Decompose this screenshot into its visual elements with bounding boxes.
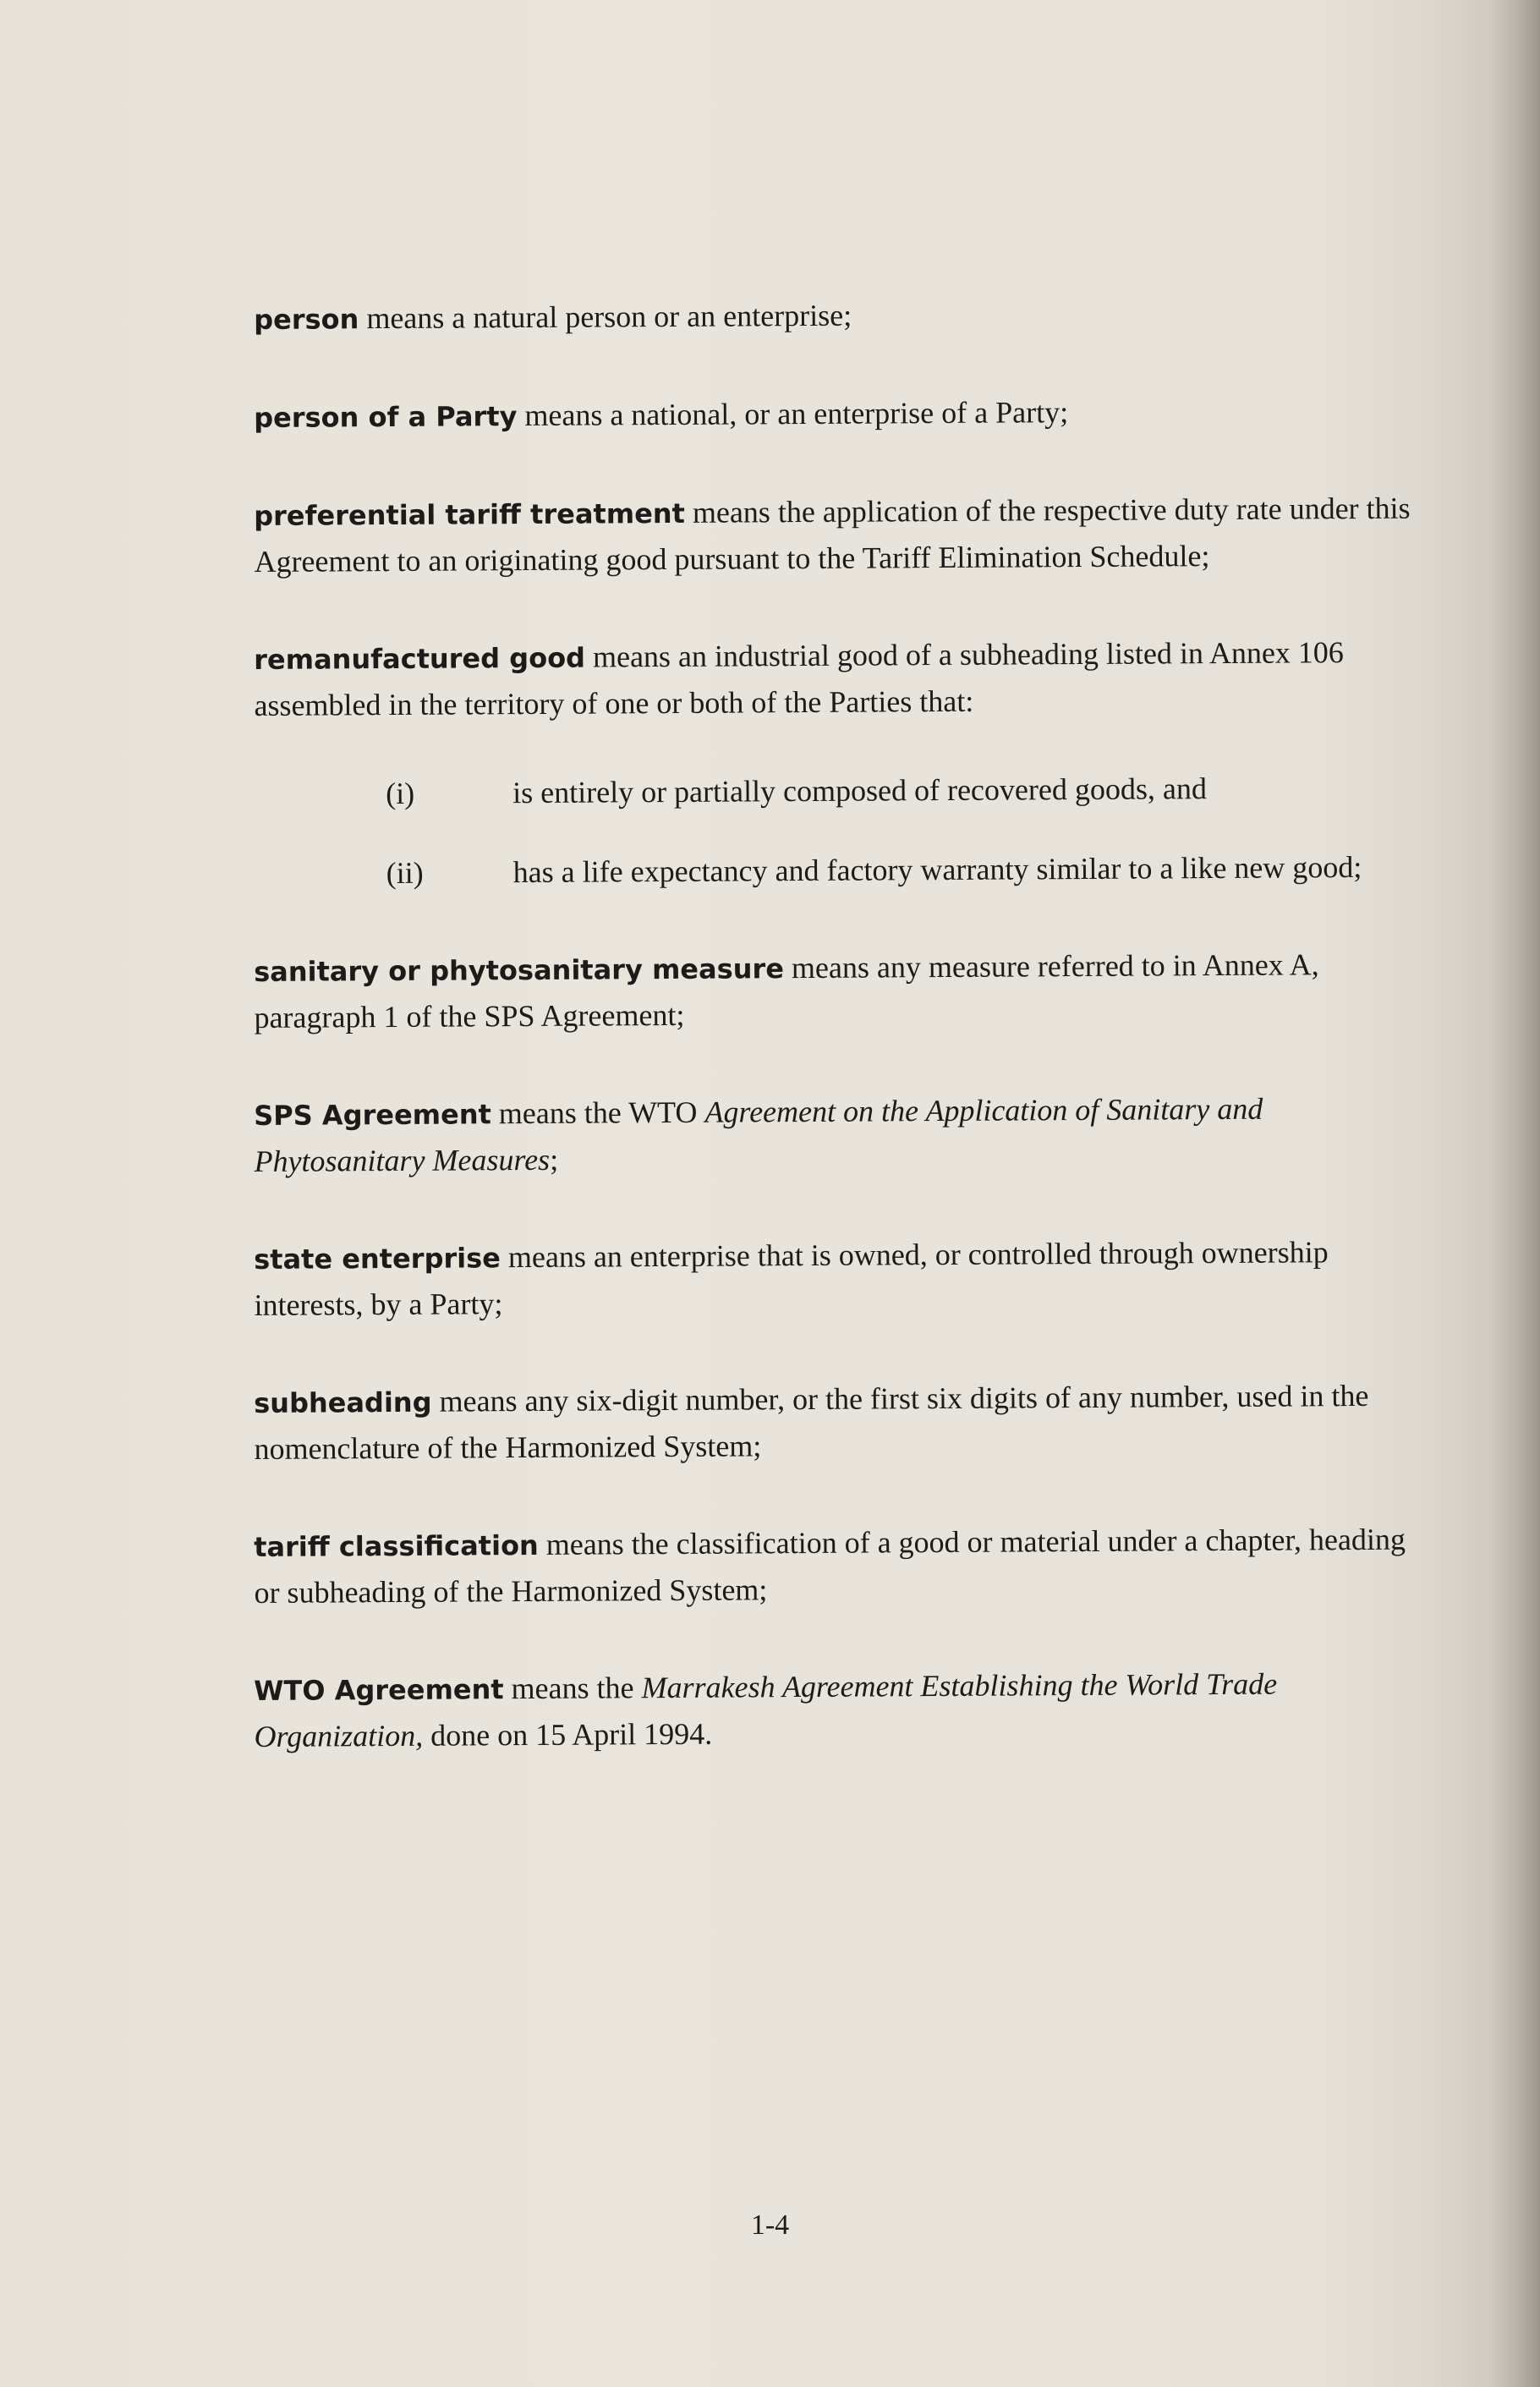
definitions-body xyxy=(254,296,1429,1811)
definition-term: subheading xyxy=(254,1386,432,1419)
definition-term: person xyxy=(254,303,359,336)
definition-person-of-a-party xyxy=(254,387,1429,441)
definition-sanitary-or-phytosanitary-measure xyxy=(254,941,1430,1040)
definition-text: means the application of the respective duty rate under this Agreement to an originating good pursuant to the Tariff Elimination Schedule; xyxy=(254,491,1411,579)
definition-state-enterprise xyxy=(254,1229,1430,1328)
agreement-title: Agreement on the Application of Sanitary and Phytosanitary Measures xyxy=(254,1091,1263,1178)
definition-term: preferential tariff treatment xyxy=(254,497,686,532)
definition-term: state enterprise xyxy=(254,1242,501,1276)
list-item xyxy=(255,844,1430,897)
definition-term: sanitary or phytosanitary measure xyxy=(254,952,785,988)
list-marker: (i) xyxy=(386,776,415,811)
list-item xyxy=(254,765,1429,817)
definition-person xyxy=(254,289,1429,343)
definition-term: SPS Agreement xyxy=(254,1098,491,1132)
definition-text: means an industrial good of a subheading listed in Annex 106 assembled in the territory of one or both of the Parties that: xyxy=(254,635,1344,722)
agreement-title: Marrakesh Agreement Establishing the World Trade Organization, xyxy=(254,1666,1278,1753)
definition-text: means the classification of a good or material under a chapter, heading or subheading of the Harmonized System; xyxy=(254,1522,1406,1610)
list-item-text: is entirely or partially composed of recovered goods, and xyxy=(512,771,1208,810)
definition-text: means a natural person or an enterprise; xyxy=(359,298,852,336)
definition-subheading xyxy=(254,1373,1430,1472)
page-number: 1-4 xyxy=(750,2209,790,2241)
definition-term: remanufactured good xyxy=(254,641,586,676)
definition-text: means an enterprise that is owned, or controlled through ownership interests, by a Party; xyxy=(254,1235,1329,1322)
definition-preferential-tariff-treatment xyxy=(254,486,1430,584)
definition-text: means the WTO xyxy=(490,1095,705,1131)
definition-tariff-classification xyxy=(254,1517,1430,1616)
definition-term: tariff classification xyxy=(254,1528,539,1563)
definition-text: means the xyxy=(503,1671,642,1706)
definition-text-end: done on 15 April 1994. xyxy=(423,1716,713,1753)
remanufactured-good-conditions xyxy=(254,765,1430,897)
definition-term: WTO Agreement xyxy=(254,1673,504,1707)
list-item-text: has a life expectancy and factory warranty similar to a like new good; xyxy=(512,849,1362,890)
definition-remanufactured-good xyxy=(254,629,1430,728)
definition-term: person of a Party xyxy=(254,400,518,434)
definition-wto-agreement xyxy=(254,1660,1430,1759)
definition-text: means any six-digit number, or the first six digits of any number, used in the nomenclature of the Harmonized System; xyxy=(254,1378,1369,1466)
definition-text: means any measure referred to in Annex A, paragraph 1 of the SPS Agreement; xyxy=(254,947,1319,1034)
definition-text-end: ; xyxy=(549,1142,559,1177)
list-marker: (ii) xyxy=(386,855,424,891)
definition-sps-agreement xyxy=(254,1085,1430,1184)
definition-text: means a national, or an enterprise of a Party; xyxy=(517,395,1069,433)
page-edge-shadow xyxy=(1489,0,1540,2387)
